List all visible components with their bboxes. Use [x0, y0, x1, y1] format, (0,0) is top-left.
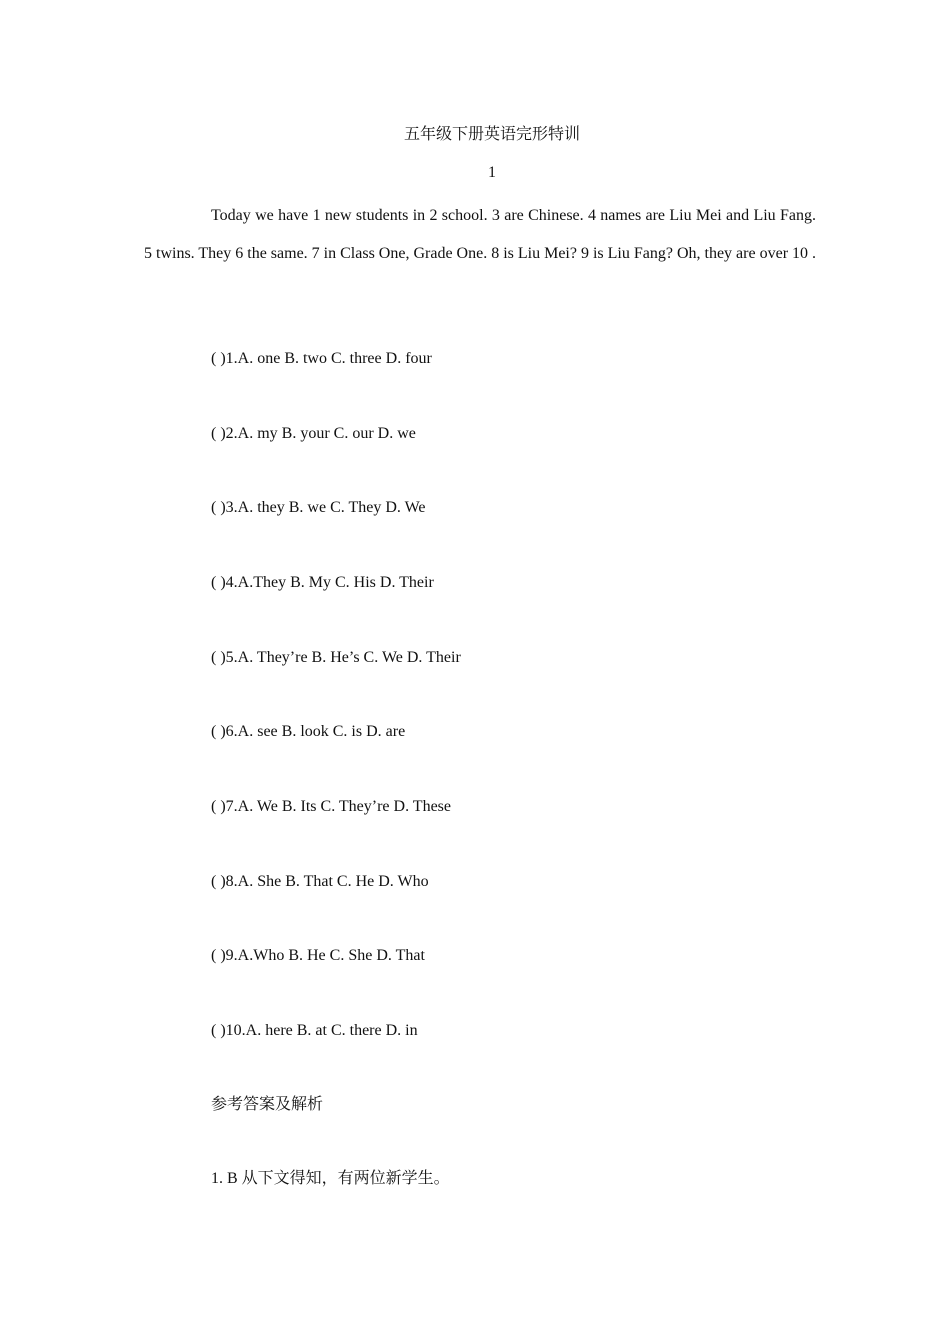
question-item: ( )1.A. one B. two C. three D. four	[211, 350, 432, 367]
question-item: ( )8.A. She B. That C. He D. Who	[211, 873, 429, 890]
question-item: ( )5.A. They’re B. He’s C. We D. Their	[211, 649, 461, 666]
question-item: ( )3.A. they B. we C. They D. We	[211, 499, 426, 516]
answer-item: 1. B 从下文得知，有两位新学生。	[211, 1170, 450, 1187]
question-item: ( )10.A. here B. at C. there D. in	[211, 1022, 418, 1039]
answers-heading: 参考答案及解析	[211, 1096, 324, 1113]
question-item: ( )4.A.They B. My C. His D. Their	[211, 574, 434, 591]
question-item: ( )9.A.Who B. He C. She D. That	[211, 947, 425, 964]
section-number: 1	[488, 164, 496, 181]
question-item: ( )7.A. We B. Its C. They’re D. These	[211, 798, 451, 815]
cloze-passage: Today we have 1 new students in 2 school. 3 are Chinese. 4 names are Liu Mei and Liu Fang. 5 twins. They 6 the same. 7 in Class One, Grade One. 8 is Liu Mei? 9 is Liu Fang? Oh, they are over 10 .	[144, 207, 817, 262]
document-title: 五年级下册英语完形特训	[403, 126, 580, 143]
question-item: ( )6.A. see B. look C. is D. are	[211, 723, 406, 740]
question-item: ( )2.A. my B. your C. our D. we	[211, 425, 416, 442]
